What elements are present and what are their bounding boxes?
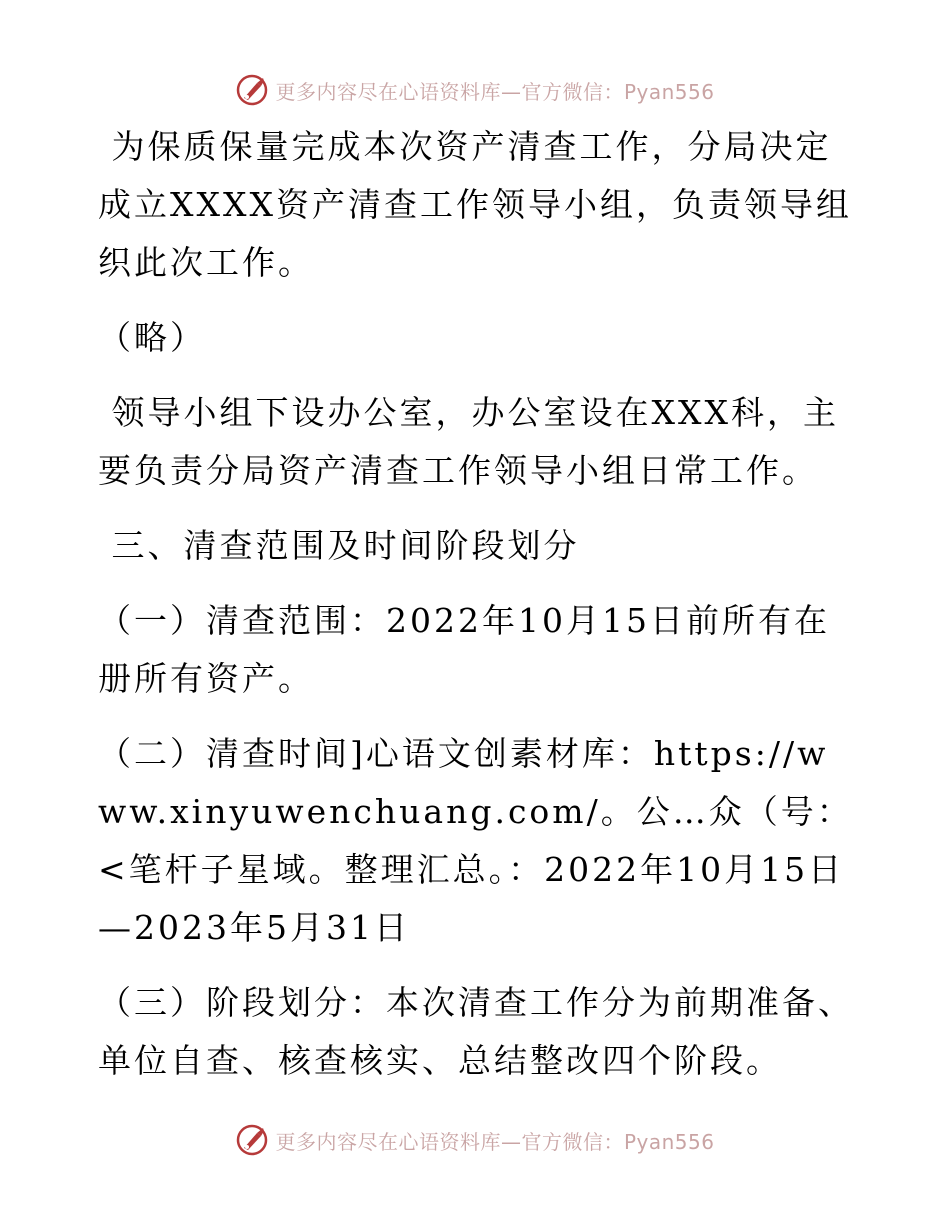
document-body — [98, 118, 858, 1107]
header-watermark-text: 更多内容尽在心语资料库—官方微信：Pyan556 — [275, 79, 715, 104]
quill-pen-logo-icon — [235, 73, 269, 107]
quill-pen-logo-icon — [235, 1123, 269, 1157]
paragraph-scope: （一）清查范围：2022年10月15日前所有在册所有资产。 — [98, 601, 830, 698]
paragraph-stages: （三）阶段划分：本次清查工作分为前期准备、单位自查、核查核实、总结整改四个阶段。 — [98, 983, 854, 1080]
section-heading-scope-time: 三、清查范围及时间阶段划分 — [98, 526, 580, 565]
footer-watermark-text: 更多内容尽在心语资料库—官方微信：Pyan556 — [275, 1129, 715, 1154]
paragraph-leadership-group: 为保质保量完成本次资产清查工作，分局决定成立XXXX资产清查工作领导小组，负责领导组织此次工作。 — [98, 127, 852, 282]
footer-watermark — [0, 1118, 950, 1162]
paragraph-office: 领导小组下设办公室，办公室设在XXX科，主要负责分局资产清查工作领导小组日常工作。 — [98, 393, 839, 490]
paragraph-time: （二）清查时间]心语文创素材库：https://www.xinyuwenchuang.com/。公…众（号：<笔杆子星域。整理汇总。：2022年10月15日—2023年5月31日 — [98, 734, 853, 947]
paragraph-omitted: （略） — [98, 318, 206, 357]
header-watermark — [0, 68, 950, 112]
